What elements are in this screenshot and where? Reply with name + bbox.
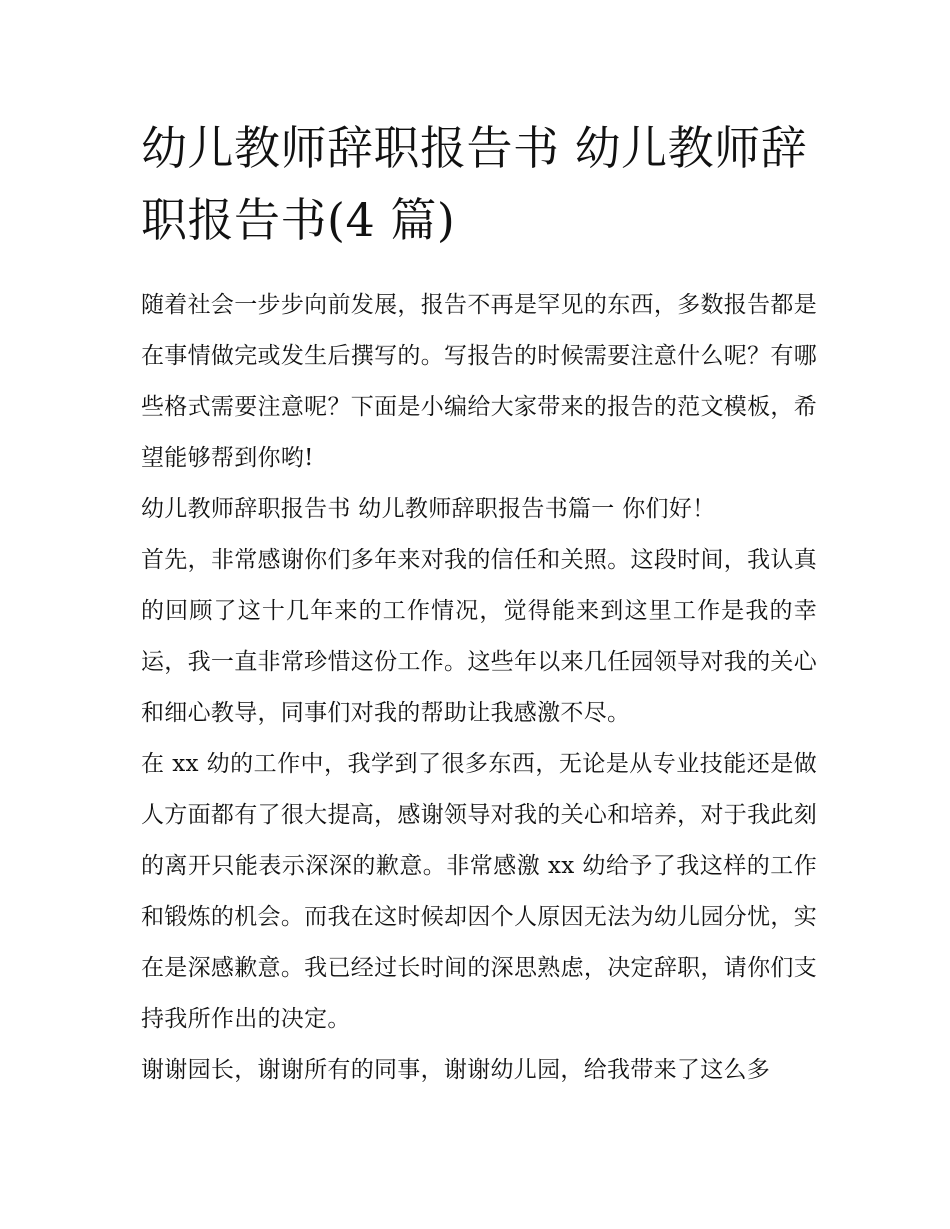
body-paragraph-thanks: 首先，非常感谢你们多年来对我的信任和关照。这段时间，我认真的回顾了这十几年来的工作情况，觉得能来到这里工作是我的幸运，我一直非常珍惜这份工作。这些年以来几任园领导对我的关心和细心教导，同事们对我的帮助让我感激不尽。 [141, 547, 817, 726]
section-heading-paragraph: 幼儿教师辞职报告书 幼儿教师辞职报告书篇一 你们好！ [141, 496, 716, 522]
document-content [141, 112, 817, 1096]
body-paragraph-resignation: 在 xx 幼的工作中，我学到了很多东西，无论是从专业技能还是做人方面都有了很大提高，感谢领导对我的关心和培养，对于我此刻的离开只能表示深深的歉意。非常感激 xx 幼给予了我这样的工作和锻炼的机会。而我在这时候却因个人原因无法为幼儿园分忧，实在是深感歉意。我已经过长时间的深思熟虑，决定辞职，请你们支持我所作出的决定。 [141, 751, 817, 1032]
intro-paragraph: 随着社会一步步向前发展，报告不再是罕见的东西，多数报告都是在事情做完或发生后撰写的。写报告的时候需要注意什么呢？有哪些格式需要注意呢？下面是小编给大家带来的报告的范文模板，希望能够帮到你哟! [141, 292, 817, 471]
document-title: 幼儿教师辞职报告书 幼儿教师辞职报告书(4 篇) [141, 121, 808, 247]
body-paragraph-closing: 谢谢园长，谢谢所有的同事，谢谢幼儿园，给我带来了这么多 [141, 1057, 771, 1083]
